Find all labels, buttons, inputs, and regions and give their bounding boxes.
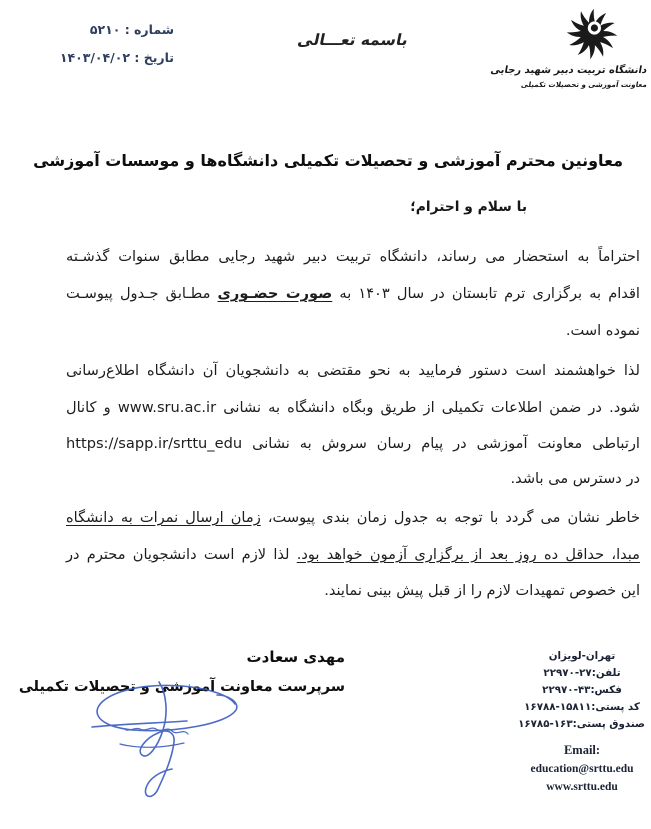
- in-person-emphasis: صورت حضـوری: [217, 285, 333, 302]
- p3-1-text: خاطر نشان می گردد با توجه به جدول زمان بندی پیوست،: [260, 509, 640, 526]
- letter-meta: [28, 22, 174, 78]
- salutation-line: با سلام و احترام؛: [410, 199, 527, 215]
- contact-website: www.srttu.edu: [546, 781, 618, 793]
- letter-date-value: ۱۴۰۳/۰۴/۰۲: [59, 50, 130, 65]
- signatory-title: سرپرست معاونت آموزشی و تحصیلات تکمیلی: [18, 679, 345, 695]
- body-line-p1-2: [66, 283, 640, 304]
- contact-email-address: education@srttu.edu: [530, 763, 634, 775]
- recipient-line: معاونین محترم آموزشی و تحصیلات تکمیلی دانشگاه‌ها و موسسات آموزشی: [33, 151, 623, 170]
- body-line-p2-2: [66, 397, 640, 418]
- contact-block: [519, 648, 645, 796]
- contact-pobox-label: صندوق پستی:: [572, 718, 645, 730]
- body-line-p1-3: نموده است.: [565, 322, 640, 339]
- body-line-p3-2: [66, 544, 640, 565]
- university-department: معاونت آموزشی و تحصیلات تکمیلی: [520, 80, 648, 89]
- university-website-url: www.sru.ac.ir: [117, 399, 217, 416]
- body-line-p2-1: لذا خواهشمند است دستور فرمایید به نحو مقتضی به دانشجویان آن دانشگاه اطلاع‌رسانی: [66, 362, 640, 379]
- signatory-name: مهدی سعادت: [246, 648, 345, 666]
- basmala-calligraphy: باسمه تعـــالی: [296, 31, 410, 49]
- p2-2-text-end: و کانال: [66, 399, 118, 416]
- body-line-p3-1: [66, 507, 640, 528]
- p1-2-text-end: مطـابق جـدول پیوسـت: [66, 285, 218, 302]
- letter-number-label: شماره :: [124, 22, 174, 37]
- contact-postal-value: ۱۶۷۸۸-۱۵۸۱۱: [524, 701, 592, 713]
- contact-pobox-value: ۱۶۷۸۵-۱۶۳: [518, 718, 573, 730]
- grades-deadline-underline-end: مبدا، حداقل ده روز بعد از برگزاری آزمون خواهد بود.: [296, 546, 640, 563]
- body-line-p1-1: احتراماً به استحضار می رساند، دانشگاه تربیت دبیر شهید رجایی مطابق سنوات گذشـته: [66, 248, 640, 265]
- contact-fax-label: فکس:: [590, 684, 622, 696]
- letter-number-value: ۵۲۱۰: [89, 22, 121, 37]
- letter-date: [28, 50, 174, 65]
- contact-po-box: [519, 716, 645, 733]
- letter-date-label: تاریخ :: [134, 50, 174, 65]
- body-line-p2-4: در دسترس می باشد.: [510, 470, 640, 487]
- p1-2-text: اقدام به برگزاری ترم تابستان در سال ۱۴۰۳ به: [332, 285, 640, 302]
- p2-3-text: ارتباطی معاونت آموزشی در پیام رسان سروش به نشانی: [242, 435, 640, 452]
- handwritten-signature-icon: [75, 670, 255, 810]
- letterhead: [489, 4, 648, 89]
- university-logo-icon: [562, 4, 622, 64]
- contact-fax: [519, 682, 645, 699]
- grades-deadline-underline-start: زمان ارسال نمرات به دانشگاه: [66, 509, 261, 526]
- p3-2-text-end: لذا لازم است دانشجویان محترم در: [66, 546, 297, 563]
- contact-phone: [519, 665, 645, 682]
- contact-postal-code: [519, 699, 645, 716]
- body-line-p2-3: [66, 433, 640, 454]
- contact-city: تهران-لویزان: [548, 650, 616, 662]
- letter-number: [28, 22, 174, 37]
- p2-2-text: شود. در ضمن اطلاعات تکمیلی از طریق وبگاه دانشگاه به نشانی: [216, 399, 640, 416]
- contact-phone-value: ۲۲۹۷۰-۲۷: [543, 667, 592, 679]
- soroush-channel-url: https://sapp.ir/srttu_edu: [66, 435, 243, 452]
- university-name: دانشگاه تربیت دبیر شهید رجایی: [489, 65, 648, 76]
- contact-phone-label: تلفن:: [591, 667, 621, 679]
- contact-postal-label: کد پستی:: [591, 701, 640, 713]
- body-line-p3-3: این خصوص تمهیدات لازم را از قبل پیش بینی نمایند.: [324, 582, 640, 599]
- contact-fax-value: ۲۲۹۷۰-۴۳: [542, 684, 591, 696]
- contact-email-label: Email:: [563, 743, 601, 757]
